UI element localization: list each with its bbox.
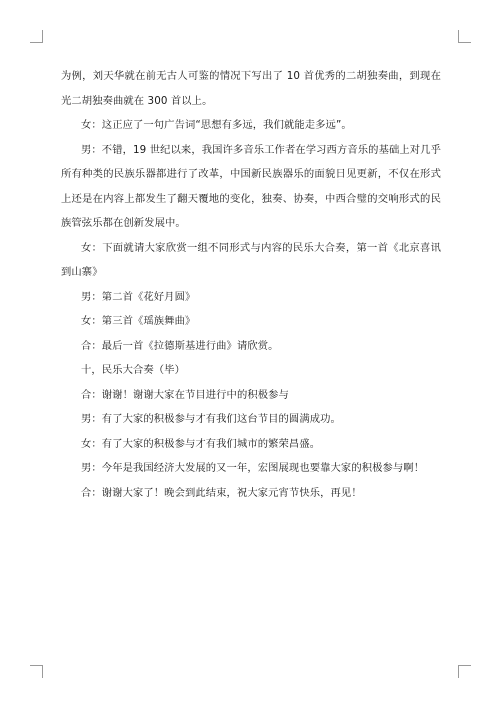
paragraph-female-line: 女：下面就请大家欣赏一组不同形式与内容的民乐大合奏，第一首《北京喜讯到山寨》 bbox=[61, 241, 441, 278]
paragraph-male-line: 男：不错，19 世纪以来，我国许多音乐工作者在学习西方音乐的基础上对几乎所有种类的民族乐器都进行了改革，中国新民族器乐的面貌日见更新，不仅在形式上还是在内容上都发生了翻天覆地的变化，独奏、协奏，中西合璧的交响形式的民族管弦乐都在创新发展中。 bbox=[61, 143, 441, 229]
paragraph-male-line: 男：今年是我国经济大发展的又一年，宏图展现也要靠大家的积极参与啊！ bbox=[81, 462, 425, 474]
paragraph-together-line: 合：最后一首《拉德斯基进行曲》请欣赏。 bbox=[81, 339, 279, 352]
paragraph-continuation: 为例，刘天华就在前无古人可鉴的情况下写出了 10 首优秀的二胡独奏曲，到现在光二胡独奏曲就在 300 首以上。 bbox=[61, 70, 441, 107]
document-body bbox=[61, 64, 441, 505]
crop-mark-bottom-right bbox=[458, 665, 471, 678]
paragraph-male-line: 男：第二首《花好月圆》 bbox=[81, 290, 196, 303]
paragraph-together-line: 合：谢谢大家了！晚会到此结束，祝大家元宵节快乐，再见！ bbox=[81, 486, 362, 499]
paragraph-section-heading: 十，民乐大合奏（毕） bbox=[81, 364, 185, 376]
paragraph-female-line: 女：第三首《瑶族舞曲》 bbox=[81, 315, 196, 327]
crop-mark-bottom-left bbox=[30, 665, 43, 678]
paragraph-male-line: 男：有了大家的积极参与才有我们这台节目的圆满成功。 bbox=[81, 413, 341, 425]
paragraph-female-line: 女：有了大家的积极参与才有我们城市的繁荣昌盛。 bbox=[81, 437, 321, 450]
crop-mark-top-right bbox=[458, 30, 471, 43]
crop-mark-top-left bbox=[30, 30, 43, 43]
paragraph-together-line: 合：谢谢！谢谢大家在节目进行中的积极参与 bbox=[81, 388, 289, 401]
paragraph-female-line: 女：这正应了一句广告词“思想有多远，我们就能走多远”。 bbox=[81, 119, 352, 131]
